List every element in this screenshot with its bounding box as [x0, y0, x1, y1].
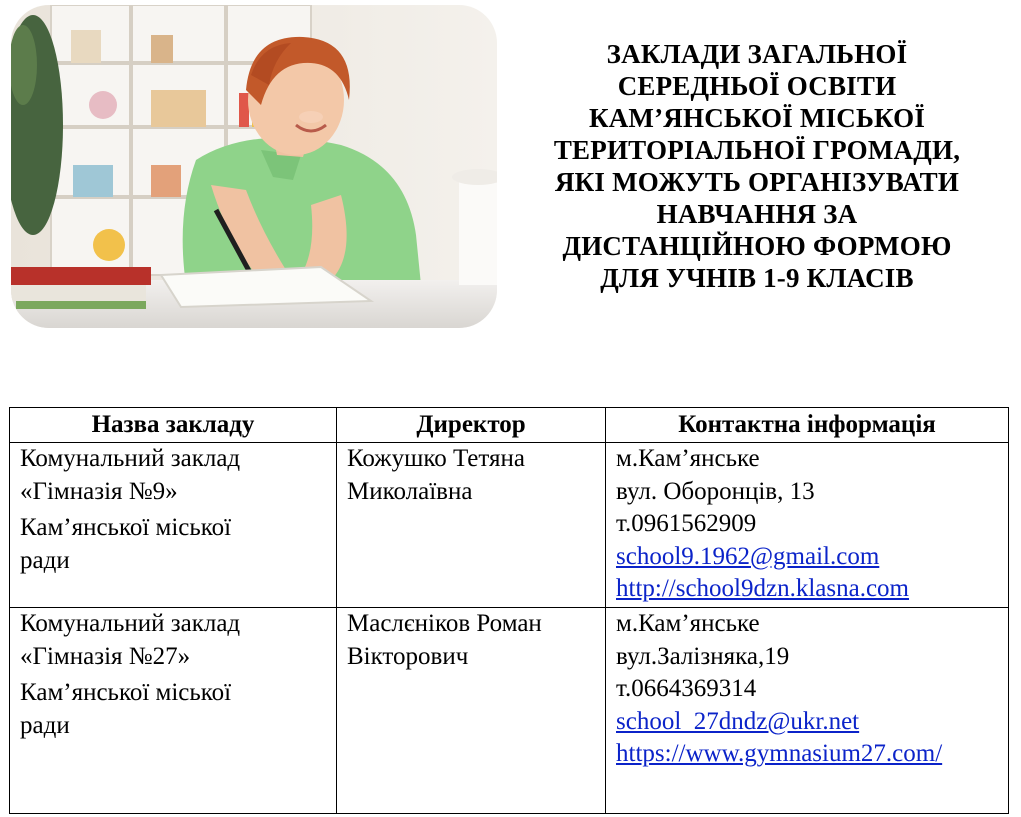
table-header-row [10, 408, 1009, 443]
school-name-line: «Гімназія №9» [20, 477, 178, 505]
school-name-line: Кам’янської міської [20, 679, 232, 706]
schools-table [9, 407, 1009, 814]
header-school-name: Назва закладу [10, 408, 337, 443]
contact-cell [606, 608, 1009, 814]
table-row [10, 608, 1009, 814]
school-name-cell [10, 608, 337, 814]
table-row [10, 443, 1009, 608]
school-name-line: Комунальний заклад [20, 445, 241, 472]
page-title: ЗАКЛАДИ ЗАГАЛЬНОЇ СЕРЕДНЬОЇ ОСВІТИ КАМ’ЯНСЬКОЇ МІСЬКОЇ ТЕРИТОРІАЛЬНОЇ ГРОМАДИ, ЯКІ МОЖУТЬ ОРГАНІЗУВАТИ НАВЧАННЯ ЗА ДИСТАНЦІЙНОЮ ФОРМОЮ ДЛЯ УЧНІВ 1-9 КЛАСІВ [553, 39, 961, 293]
school-name-cell [10, 443, 337, 608]
contact-email-link[interactable]: school_27dndz@ukr.net [616, 707, 860, 735]
director-name-line: Вікторович [347, 642, 469, 670]
contact-address: вул. Оборонців, 13 [616, 477, 815, 505]
contact-cell [606, 443, 1009, 608]
school-name-line: Комунальний заклад [20, 610, 241, 637]
contact-phone: т.0961562909 [616, 510, 757, 537]
header-contact-info: Контактна інформація [606, 408, 1009, 443]
contact-city: м.Кам’янське [616, 445, 760, 472]
contact-website-link[interactable]: https://www.gymnasium27.com/ [616, 740, 943, 767]
contact-website-link[interactable]: http://school9dzn.klasna.com [616, 575, 910, 602]
school-name-line: Кам’янської міської [20, 514, 232, 541]
school-name-line: ради [20, 546, 70, 574]
contact-email-link[interactable]: school9.1962@gmail.com [616, 542, 880, 570]
header-director: Директор [337, 408, 606, 443]
school-name-line: ради [20, 711, 70, 739]
boy-writing-photo [11, 5, 497, 328]
director-cell [337, 608, 606, 814]
director-name-line: Кожушко Тетяна [347, 445, 525, 472]
school-name-line: «Гімназія №27» [20, 642, 191, 670]
contact-city: м.Кам’янське [616, 610, 760, 637]
director-name-line: Маслєніков Роман [347, 610, 542, 637]
director-name-line: Миколаївна [347, 477, 473, 505]
contact-phone: т.0664369314 [616, 675, 757, 702]
director-cell [337, 443, 606, 608]
contact-address: вул.Залізняка,19 [616, 642, 790, 670]
